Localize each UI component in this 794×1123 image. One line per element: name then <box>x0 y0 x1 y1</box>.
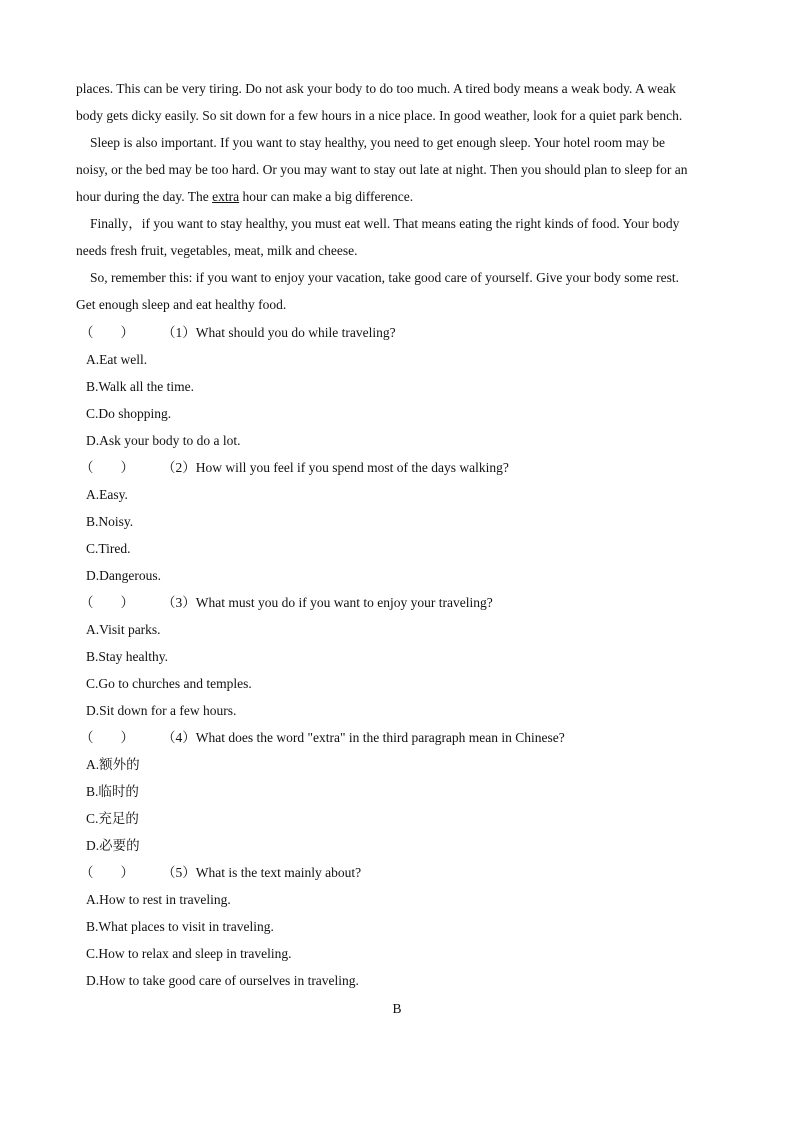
passage-line: So, remember this: if you want to enjoy your vacation, take good care of yourself. Give your body some rest. <box>90 270 679 285</box>
option: A.How to rest in traveling. <box>86 892 231 907</box>
section-label: B <box>392 1001 402 1016</box>
option: C.Tired. <box>86 541 131 556</box>
passage-line: noisy, or the bed may be too hard. Or you may want to stay out late at night. Then you should plan to sleep for an <box>76 162 688 177</box>
answer-blank: （ ） <box>80 325 134 340</box>
answer-blank: （ ） <box>80 595 134 610</box>
question-4 <box>80 729 565 747</box>
question-3 <box>80 594 493 612</box>
option: A.Easy. <box>86 487 128 502</box>
option: B.What places to visit in traveling. <box>86 919 274 934</box>
question-text: （2）How will you feel if you spend most of the days walking? <box>162 460 509 475</box>
option: D.必要的 <box>86 838 140 853</box>
option: B.Stay healthy. <box>86 649 168 664</box>
option: C.Go to churches and temples. <box>86 676 252 691</box>
underlined-word: extra <box>212 189 240 204</box>
option: B.Noisy. <box>86 514 134 529</box>
option: A.额外的 <box>86 757 140 772</box>
option: D.Dangerous. <box>86 568 161 583</box>
question-text: （4）What does the word "extra" in the third paragraph mean in Chinese? <box>162 730 565 745</box>
passage-text: hour during the day. The <box>76 189 213 204</box>
answer-blank: （ ） <box>80 865 134 880</box>
option: D.How to take good care of ourselves in traveling. <box>86 973 359 988</box>
passage-line: needs fresh fruit, vegetables, meat, milk and cheese. <box>76 243 358 258</box>
question-text: （3）What must you do if you want to enjoy your traveling? <box>162 595 493 610</box>
passage-line <box>76 188 413 206</box>
passage-line: Get enough sleep and eat healthy food. <box>76 297 287 312</box>
option: D.Ask your body to do a lot. <box>86 433 241 448</box>
answer-blank: （ ） <box>80 730 134 745</box>
passage-text: hour can make a big difference. <box>239 189 414 204</box>
passage-line: Sleep is also important. If you want to stay healthy, you need to get enough sleep. Your hotel room may be <box>90 135 666 150</box>
option: A.Visit parks. <box>86 622 161 637</box>
option: C.How to relax and sleep in traveling. <box>86 946 292 961</box>
question-text: （1）What should you do while traveling? <box>162 325 396 340</box>
question-1 <box>80 324 396 342</box>
option: C.Do shopping. <box>86 406 172 421</box>
question-2 <box>80 459 509 477</box>
option: B.Walk all the time. <box>86 379 195 394</box>
option: D.Sit down for a few hours. <box>86 703 237 718</box>
question-5 <box>80 864 361 882</box>
passage-line: Finally，if you want to stay healthy, you must eat well. That means eating the right kinds of food. Your body <box>90 216 680 231</box>
option: B.临时的 <box>86 784 139 799</box>
passage-line: places. This can be very tiring. Do not ask your body to do too much. A tired body means a weak body. A weak <box>76 81 676 96</box>
option: C.充足的 <box>86 811 139 826</box>
question-text: （5）What is the text mainly about? <box>162 865 362 880</box>
passage-line: body gets dicky easily. So sit down for a few hours in a nice place. In good weather, look for a quiet park bench. <box>76 108 683 123</box>
answer-blank: （ ） <box>80 460 134 475</box>
option: A.Eat well. <box>86 352 148 367</box>
